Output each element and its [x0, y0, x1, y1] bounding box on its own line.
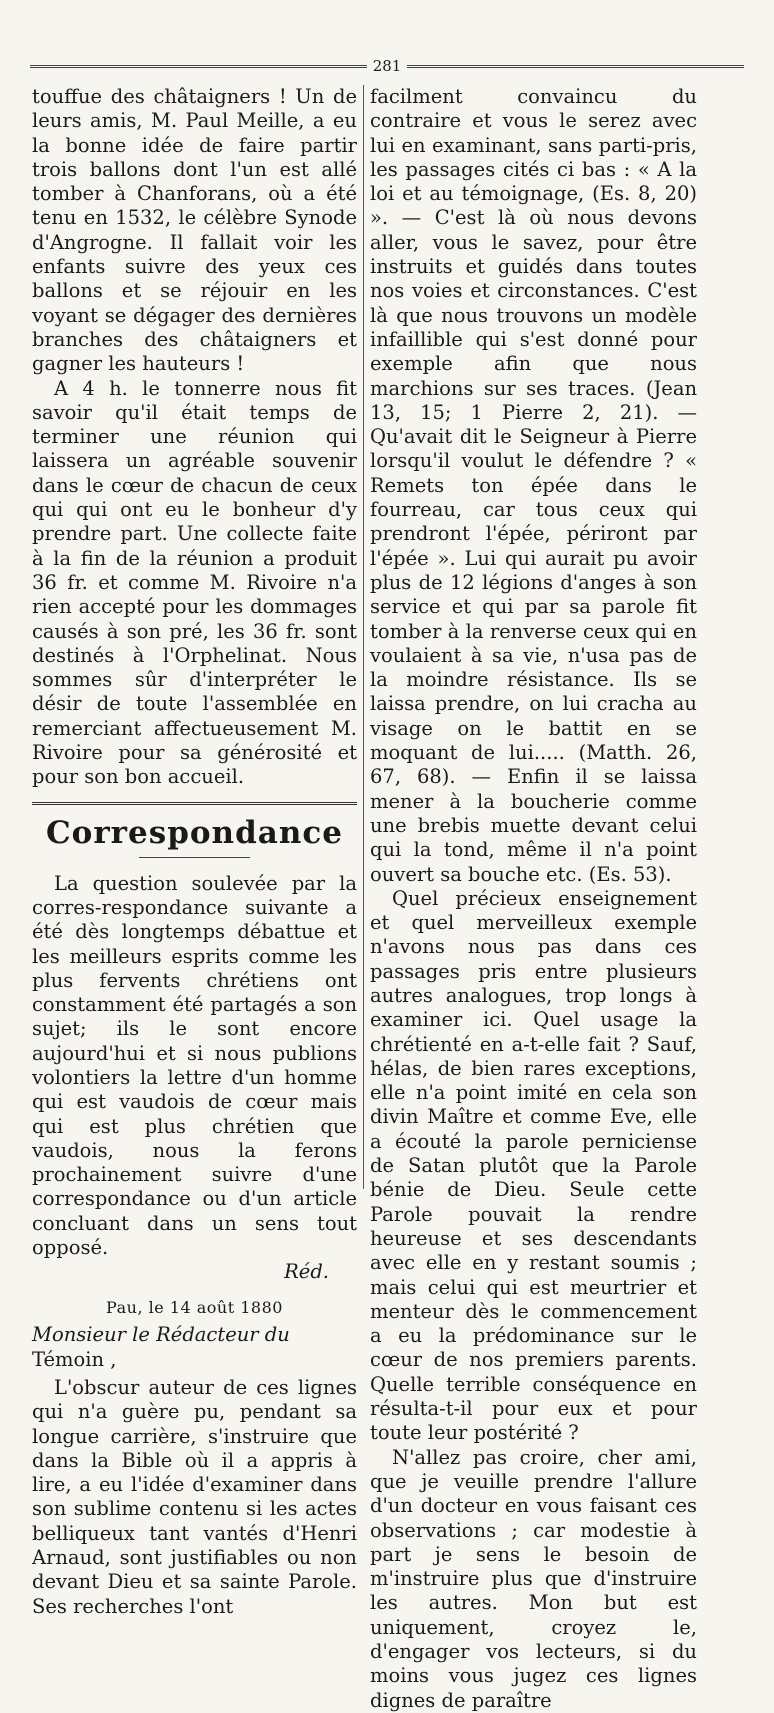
left-column — [32, 85, 357, 1618]
column-separator — [363, 85, 364, 1189]
page-header — [30, 55, 744, 77]
right-column — [370, 85, 697, 1712]
right-paragraph-3: N'allez pas croire, cher ami, que je veuille prendre l'allure d'un docteur en vous faisant ces observations ; car modestie à part je sens le besoin de m'instruire plus que d'instruire les autres. Mon but est uniquement, croyez le, d'engager vos lecteurs, si du moins vous jugez ces lignes dignes de paraître — [370, 1445, 697, 1712]
header-rule-left — [30, 65, 367, 68]
section-title: Correspondance — [46, 814, 343, 851]
title-underline — [139, 857, 250, 858]
right-paragraph-2: Quel précieux enseignement et quel merveilleux exemple n'avons nous pas dans ces passages pris entre plusieurs autres analogues, trop longs à examiner ici. Quel usage la chrétienté en a-t-elle fait ? Sauf, hélas, de bien rares exceptions, elle n'a point imité en cela son divin Maître et comme Eve, elle a écouté la parole perniciense de Satan plutôt que la Parole bénie de Dieu. Seule cette Parole pouvait la rendre heureuse et ses descendants avec elle en y restant soumis ; mais celui qui est meurtrier et menteur dès le commencement a eu la prédominance sur le cœur de nos premiers parents. Quelle terrible conséquence en résulta-t-il pour eux et pour toute leur postérité ? — [370, 886, 697, 1445]
letter-paragraph-1: L'obscur auteur de ces lignes qui n'a guère pu, pendant sa longue carrière, s'instruire que dans la Bible où il a appris à lire, a eu l'idée d'examiner dans son sublime contenu si les actes belliqueux tant vantés d'Henri Arnaud, sont justifiables ou non devant Dieu et sa sainte Parole. Ses recherches l'ont — [32, 1375, 357, 1618]
letter-salutation — [32, 1323, 357, 1372]
left-paragraph-1: touffue des châtaigners ! Un de leurs amis, M. Paul Meille, a eu la bonne idée de faire partir trois ballons dont l'un est allé tomber à Chanforans, où a été tenu en 1532, le célèbre Synode d'Angrogne. Il fallait voir les enfants suivre des yeux ces ballons et se réjouir en les voyant se dégager des dernières branches des châtaigners et gagner les hauteurs ! — [32, 85, 357, 376]
section-divider — [32, 802, 357, 805]
editorial-intro: La question soulevée par la corres-respondance suivante a été dès longtemps débattue et les meilleurs esprits comme les plus fervents chrétiens ont constamment été partagés a son sujet; ils le sont encore aujourd'hui et si nous publions volontiers la lettre d'un homme qui est vaudois de cœur mais qui est plus chrétien que vaudois, nous la ferons prochainement suivre d'une correspondance ou d'un article concluant dans un sens tout opposé. — [32, 871, 357, 1260]
salutation-italic: Monsieur le Rédacteur du — [32, 1323, 290, 1347]
header-rule-right — [407, 65, 744, 68]
editor-signature: Réd. — [284, 1260, 329, 1284]
right-paragraph-1: facilment convaincu du contraire et vous le serez avec lui en examinant, sans parti-pris, les passages cités ci bas : « A la loi et au témoignage, (Es. 8, 20) ». — C'est là où nous devons aller, vous le savez, pour être instruits et guidés dans toutes nos voies et circonstances. C'est là que nous trouvons un modèle infaillible qui s'est donné pour exemple afin que nous marchions sur ses traces. (Jean 13, 15; 1 Pierre 2, 21). — Qu'avait dit le Seigneur à Pierre lorsqu'il voulut le défendre ? « Remets ton épée dans le fourreau, car tous ceux qui prendront l'épée, périront par l'épée ». Lui qui aurait pu avoir plus de 12 légions d'anges à son service et qui par sa parole fit tomber à la renverse ceux qui en voulaient à sa vie, n'usa pas de la moindre résistance. Ils se laissa prendre, on lui cracha au visage on le battit en se moquant de lui..... (Matth. 26, 67, 68). — Enfin il se laissa mener à la boucherie comme une brebis muette devant celui qui la tond, même il n'a point ouvert sa bouche etc. (Es. 53). — [370, 85, 697, 886]
letter-dateline: Pau, le 14 août 1880 — [106, 1298, 283, 1318]
salutation-newspaper-name: Témoin , — [32, 1347, 117, 1371]
left-paragraph-2: A 4 h. le tonnerre nous fit savoir qu'il était temps de terminer une réunion qui laissera un agréable souvenir dans le cœur de chacun de ceux qui qui ont eu le bonheur d'y prendre part. Une collecte faite à la fin de la réunion a produit 36 fr. et comme M. Rivoire n'a rien accepté pour les dommages causés à son pré, les 36 fr. sont destinés à l'Orphelinat. Nous sommes sûr d'interpréter le désir de toute l'assemblée en remerciant affectueusement M. Rivoire pour sa générosité et pour son bon accueil. — [32, 376, 357, 789]
page-number: 281 — [372, 57, 402, 75]
